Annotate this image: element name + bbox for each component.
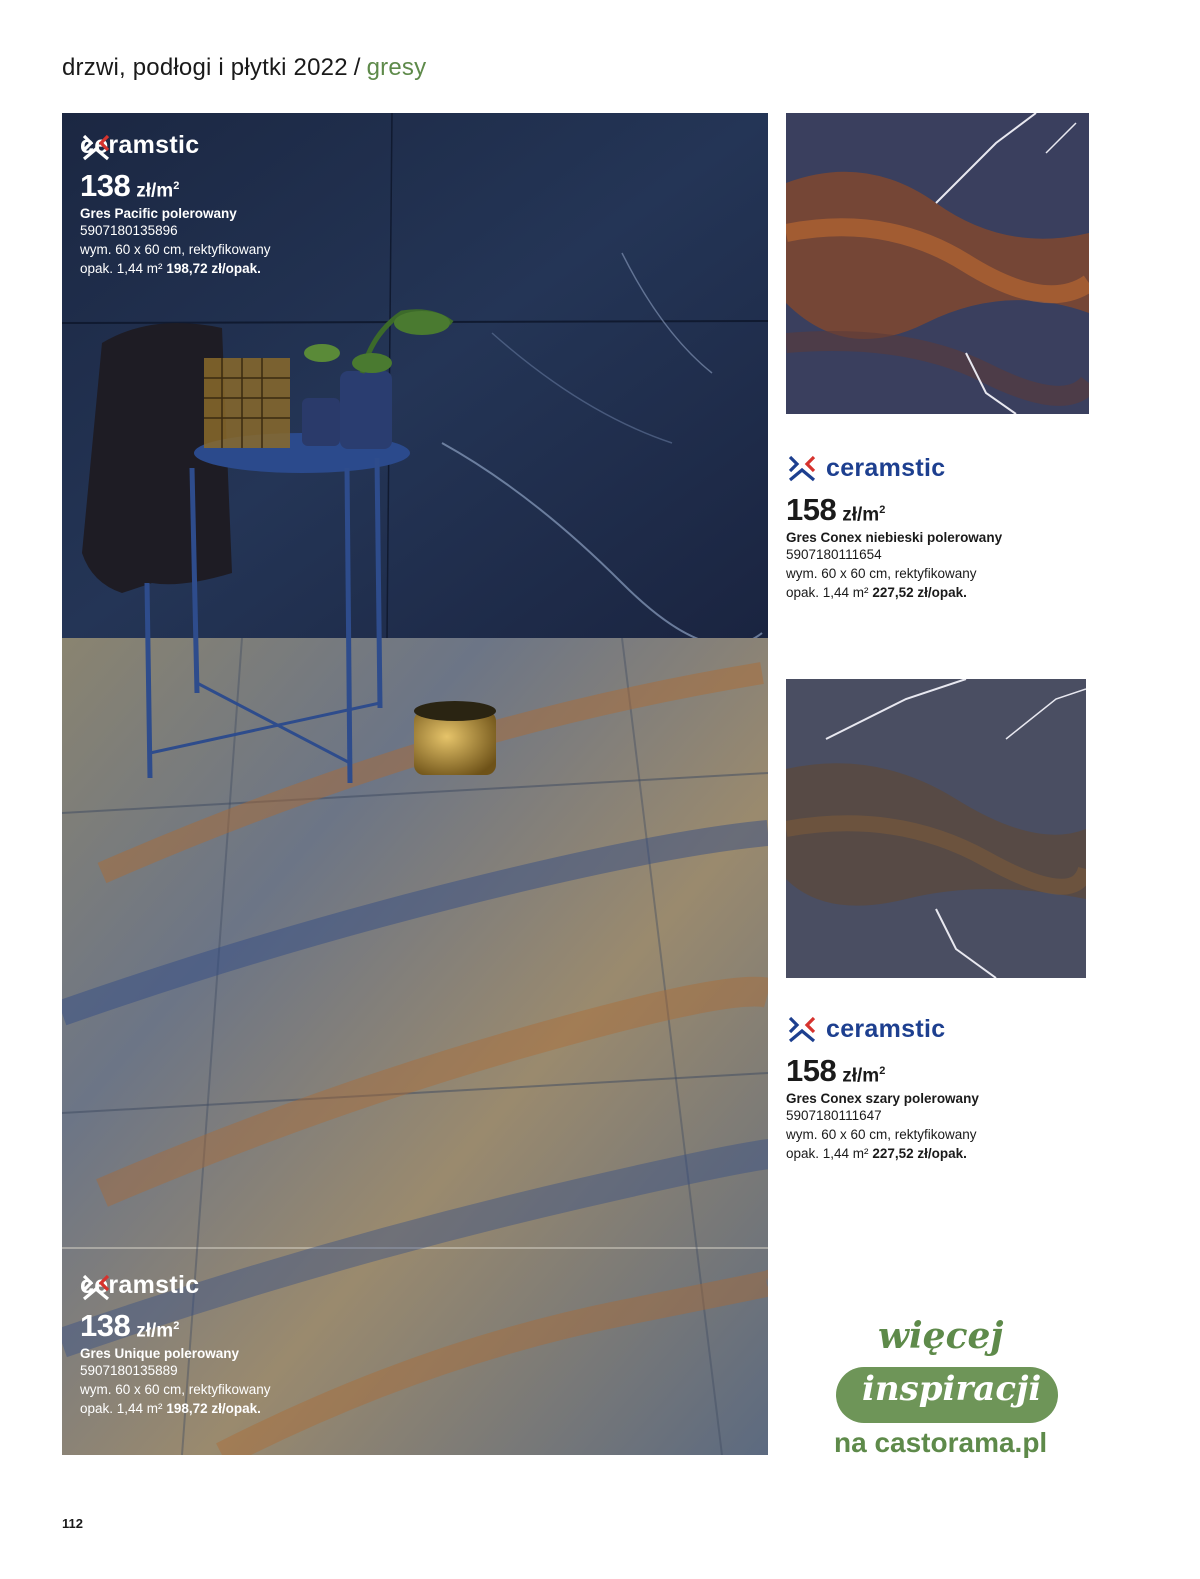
ceramstic-logo-icon xyxy=(786,1013,818,1045)
product-dimensions: wym. 60 x 60 cm, rektyfikowany xyxy=(786,566,977,581)
product-name: Gres Conex niebieski polerowany xyxy=(786,530,1003,545)
price-value: 158 xyxy=(786,492,837,527)
product-card-unique xyxy=(80,1271,271,1418)
promo-url[interactable]: na castorama.pl xyxy=(834,1427,1048,1458)
price xyxy=(80,1308,271,1344)
ceramstic-logo-icon xyxy=(786,452,818,484)
product-pack: opak. 1,44 m² 198,72 zł/opak. xyxy=(80,1401,261,1416)
product-pack: opak. 1,44 m² 198,72 zł/opak. xyxy=(80,261,261,276)
brand-name: ceramstic xyxy=(826,1014,946,1043)
product-name: Gres Conex szary polerowany xyxy=(786,1091,979,1106)
product-dimensions: wym. 60 x 60 cm, rektyfikowany xyxy=(786,1127,977,1142)
price xyxy=(786,492,1002,528)
tile-swatch-conex-blue xyxy=(786,113,1089,414)
product-pack: opak. 1,44 m² 227,52 zł/opak. xyxy=(786,585,967,600)
promo-line-2: inspiracji xyxy=(862,1369,1042,1409)
price-unit: $zł/m^2$ xyxy=(842,1064,886,1086)
header-separator: / xyxy=(353,54,361,81)
product-card-conex-blue xyxy=(786,452,1002,602)
product-pack: opak. 1,44 m² 227,52 zł/opak. xyxy=(786,1146,967,1161)
price-unit: $zł/m^2$ xyxy=(136,179,180,201)
tile-swatch-image xyxy=(786,113,1089,414)
price xyxy=(80,168,271,204)
header-category: gresy xyxy=(366,54,427,81)
product-ean: 5907180111647 xyxy=(786,1108,882,1123)
price-value: 138 xyxy=(80,168,131,203)
product-name: Gres Pacific polerowany xyxy=(80,206,237,221)
product-card-pacific xyxy=(80,131,271,278)
price-unit: $zł/m^2$ xyxy=(136,1319,180,1341)
brand-row xyxy=(80,131,271,160)
price-unit: $zł/m^2$ xyxy=(842,503,886,525)
ceramstic-logo-icon xyxy=(80,131,112,163)
header-title: drzwi, podłogi i płytki 2022 xyxy=(62,54,348,81)
product-ean: 5907180135896 xyxy=(80,223,178,238)
ceramstic-logo-icon xyxy=(80,1271,112,1303)
product-card-conex-grey xyxy=(786,1013,979,1163)
page-number: 112 xyxy=(62,1516,83,1531)
tile-swatch-conex-grey xyxy=(786,679,1086,978)
price xyxy=(786,1053,979,1089)
brand-name: ceramstic xyxy=(80,1271,200,1299)
price-value: 138 xyxy=(80,1308,131,1343)
price-value: 158 xyxy=(786,1053,837,1088)
hero-interior-photo xyxy=(62,113,768,1455)
brand-row xyxy=(80,1271,271,1300)
product-name: Gres Unique polerowany xyxy=(80,1346,240,1361)
brand-row xyxy=(786,1013,979,1045)
product-ean: 5907180135889 xyxy=(80,1363,178,1378)
brand-name: ceramstic xyxy=(826,453,946,482)
interior-scene-image xyxy=(62,113,768,1455)
brand-row xyxy=(786,452,1002,484)
brand-name: ceramstic xyxy=(80,131,200,159)
page-header xyxy=(62,54,426,82)
tile-swatch-image xyxy=(786,679,1086,978)
product-ean: 5907180111654 xyxy=(786,547,882,562)
promo-line-1: więcej xyxy=(878,1315,1004,1357)
product-dimensions: wym. 60 x 60 cm, rektyfikowany xyxy=(80,1382,271,1397)
product-dimensions: wym. 60 x 60 cm, rektyfikowany xyxy=(80,242,271,257)
promo-castorama-link[interactable] xyxy=(832,1315,1062,1465)
